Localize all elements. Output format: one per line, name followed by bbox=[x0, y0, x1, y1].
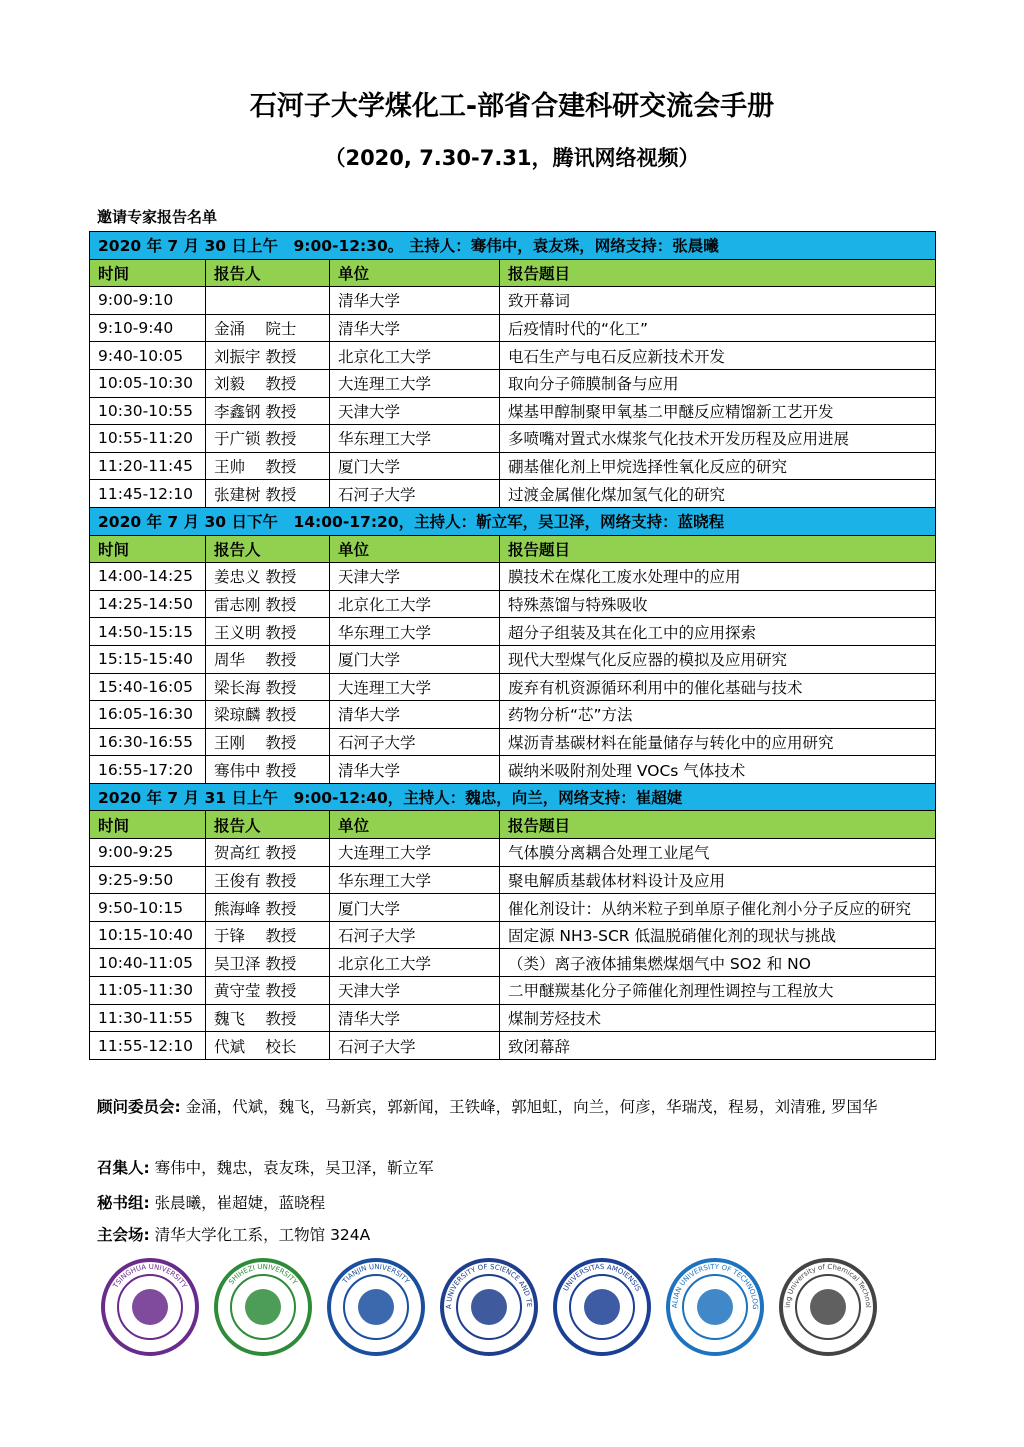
speaker-cell: 王俊有 教授 bbox=[206, 866, 330, 894]
table-row bbox=[90, 563, 936, 591]
column-header: 报告题目 bbox=[500, 811, 936, 839]
svg-text:TSINGHUA UNIVERSITY: TSINGHUA UNIVERSITY bbox=[111, 1262, 189, 1290]
column-header: 报告人 bbox=[206, 259, 330, 287]
time-cell: 10:15-10:40 bbox=[90, 921, 206, 949]
time-cell: 9:25-9:50 bbox=[90, 866, 206, 894]
column-header-row bbox=[90, 535, 936, 563]
time-cell: 10:55-11:20 bbox=[90, 425, 206, 453]
speaker-cell: 张建树 教授 bbox=[206, 480, 330, 508]
table-row bbox=[90, 452, 936, 480]
topic-cell: 特殊蒸馏与特殊吸收 bbox=[500, 590, 936, 618]
speaker-cell: 梁琼麟 教授 bbox=[206, 701, 330, 729]
venue-label: 主会场: bbox=[97, 1226, 150, 1244]
time-cell: 15:40-16:05 bbox=[90, 673, 206, 701]
affiliation-cell: 华东理工大学 bbox=[330, 425, 500, 453]
session-row bbox=[90, 507, 936, 535]
speaker-cell: 梁长海 教授 bbox=[206, 673, 330, 701]
table-row bbox=[90, 618, 936, 646]
table-row bbox=[90, 977, 936, 1005]
speaker-cell: 王帅 教授 bbox=[206, 452, 330, 480]
advisors-names: 金涌，代斌，魏飞，马新宾，郭新闻，王铁峰，郭旭虹，向兰，何彦，华瑞茂，程易，刘清雅, 罗国华 bbox=[185, 1098, 878, 1116]
table-row bbox=[90, 425, 936, 453]
table-row bbox=[90, 645, 936, 673]
speaker-cell: 姜忠义 教授 bbox=[206, 563, 330, 591]
column-header: 时间 bbox=[90, 535, 206, 563]
svg-text:Beijing University of Chemical: ing University of Chemical Technol bbox=[783, 1262, 873, 1308]
speaker-cell: 于广锁 教授 bbox=[206, 425, 330, 453]
time-cell: 11:05-11:30 bbox=[90, 977, 206, 1005]
topic-cell: 取向分子筛膜制备与应用 bbox=[500, 369, 936, 397]
table-row bbox=[90, 701, 936, 729]
table-row bbox=[90, 673, 936, 701]
advisors-label: 顾问委员会: bbox=[97, 1098, 181, 1116]
column-header: 单位 bbox=[330, 811, 500, 839]
speaker-cell: 贺高红 教授 bbox=[206, 839, 330, 867]
column-header: 单位 bbox=[330, 535, 500, 563]
table-row bbox=[90, 314, 936, 342]
secretariat-line bbox=[97, 1189, 937, 1218]
speaker-cell: 魏飞 教授 bbox=[206, 1004, 330, 1032]
speaker-cell bbox=[206, 287, 330, 315]
affiliation-cell: 厦门大学 bbox=[330, 894, 500, 922]
topic-cell: 致开幕词 bbox=[500, 287, 936, 315]
time-cell: 14:25-14:50 bbox=[90, 590, 206, 618]
time-cell: 16:30-16:55 bbox=[90, 728, 206, 756]
column-header: 时间 bbox=[90, 259, 206, 287]
topic-cell: 固定源 NH3-SCR 低温脱硝催化剂的现状与挑战 bbox=[500, 921, 936, 949]
table-row bbox=[90, 728, 936, 756]
table-row bbox=[90, 480, 936, 508]
session-title: 2020 年 7 月 30 日下午 14:00-17:20，主持人：靳立军，吴卫泽，网络支持：蓝晓程 bbox=[90, 507, 936, 535]
table-row bbox=[90, 590, 936, 618]
dalian-seal-icon bbox=[665, 1252, 765, 1362]
time-cell: 11:55-12:10 bbox=[90, 1032, 206, 1060]
advisors-line bbox=[97, 1093, 937, 1122]
speaker-cell: 黄守莹 教授 bbox=[206, 977, 330, 1005]
page-title: 石河子大学煤化工-部省合建科研交流会手册 bbox=[249, 91, 775, 122]
session-row bbox=[90, 232, 936, 260]
speaker-cell: 王刚 教授 bbox=[206, 728, 330, 756]
session-row bbox=[90, 783, 936, 811]
affiliation-cell: 清华大学 bbox=[330, 701, 500, 729]
speaker-cell: 熊海峰 教授 bbox=[206, 894, 330, 922]
affiliation-cell: 华东理工大学 bbox=[330, 618, 500, 646]
ecust-seal-icon bbox=[439, 1252, 539, 1362]
topic-cell: 过渡金属催化煤加氢气化的研究 bbox=[500, 480, 936, 508]
table-row bbox=[90, 1032, 936, 1060]
secretariat-label: 秘书组: bbox=[97, 1194, 150, 1212]
speaker-cell: 雷志刚 教授 bbox=[206, 590, 330, 618]
table-row bbox=[90, 397, 936, 425]
topic-cell: 煤沥青基碳材料在能量储存与转化中的应用研究 bbox=[500, 728, 936, 756]
secretariat-names: 张晨曦，崔超婕，蓝晓程 bbox=[154, 1194, 326, 1212]
affiliation-cell: 石河子大学 bbox=[330, 480, 500, 508]
topic-cell: 电石生产与电石反应新技术开发 bbox=[500, 342, 936, 370]
time-cell: 11:20-11:45 bbox=[90, 452, 206, 480]
affiliation-cell: 大连理工大学 bbox=[330, 369, 500, 397]
affiliation-cell: 厦门大学 bbox=[330, 452, 500, 480]
speaker-cell: 刘振宇 教授 bbox=[206, 342, 330, 370]
svg-text:DALIAN UNIVERSITY OF TECHNOLOG: ALIAN UNIVERSITY OF TECHNOLOG bbox=[670, 1262, 760, 1310]
topic-cell: 现代大型煤气化反应器的模拟及应用研究 bbox=[500, 645, 936, 673]
time-cell: 16:55-17:20 bbox=[90, 756, 206, 784]
column-header: 单位 bbox=[330, 259, 500, 287]
speaker-cell: 刘毅 教授 bbox=[206, 369, 330, 397]
speaker-cell: 骞伟中 教授 bbox=[206, 756, 330, 784]
topic-cell: 催化剂设计：从纳米粒子到单原子催化剂小分子反应的研究 bbox=[500, 894, 936, 922]
topic-cell: 超分子组装及其在化工中的应用探索 bbox=[500, 618, 936, 646]
svg-text:EAST CHINA UNIVERSITY OF SCIEN: A UNIVERSITY OF SCIENCE AND TE bbox=[444, 1262, 534, 1310]
affiliation-cell: 石河子大学 bbox=[330, 728, 500, 756]
affiliation-cell: 北京化工大学 bbox=[330, 590, 500, 618]
table-row bbox=[90, 369, 936, 397]
time-cell: 10:40-11:05 bbox=[90, 949, 206, 977]
affiliation-cell: 北京化工大学 bbox=[330, 342, 500, 370]
speaker-cell: 代斌 校长 bbox=[206, 1032, 330, 1060]
speaker-cell: 于锋 教授 bbox=[206, 921, 330, 949]
topic-cell: 气体膜分离耦合处理工业尾气 bbox=[500, 839, 936, 867]
column-header-row bbox=[90, 811, 936, 839]
speaker-cell: 吴卫泽 教授 bbox=[206, 949, 330, 977]
time-cell: 10:05-10:30 bbox=[90, 369, 206, 397]
column-header: 报告题目 bbox=[500, 259, 936, 287]
svg-text:TIANJIN UNIVERSITY: TIANJIN UNIVERSITY bbox=[341, 1262, 411, 1286]
venue-text: 清华大学化工系，工物馆 324A bbox=[154, 1226, 371, 1244]
time-cell: 14:50-15:15 bbox=[90, 618, 206, 646]
table-row bbox=[90, 921, 936, 949]
affiliation-cell: 清华大学 bbox=[330, 287, 500, 315]
topic-cell: 致闭幕辞 bbox=[500, 1032, 936, 1060]
university-logos bbox=[100, 1252, 900, 1362]
affiliation-cell: 石河子大学 bbox=[330, 1032, 500, 1060]
table-row bbox=[90, 1004, 936, 1032]
shihezi-seal-icon bbox=[213, 1252, 313, 1362]
time-cell: 9:10-9:40 bbox=[90, 314, 206, 342]
column-header: 时间 bbox=[90, 811, 206, 839]
venue-line bbox=[97, 1221, 937, 1250]
schedule-table bbox=[89, 231, 936, 1060]
buct-seal-icon bbox=[778, 1252, 878, 1362]
table-row bbox=[90, 287, 936, 315]
time-cell: 16:05-16:30 bbox=[90, 701, 206, 729]
svg-text:SHIHEZI UNIVERSITY: SHIHEZI UNIVERSITY bbox=[227, 1262, 299, 1287]
topic-cell: 多喷嘴对置式水煤浆气化技术开发历程及应用进展 bbox=[500, 425, 936, 453]
topic-cell: 煤制芳烃技术 bbox=[500, 1004, 936, 1032]
table-row bbox=[90, 756, 936, 784]
tianjin-seal-icon bbox=[326, 1252, 426, 1362]
speaker-cell: 王义明 教授 bbox=[206, 618, 330, 646]
speaker-cell: 金涌 院士 bbox=[206, 314, 330, 342]
time-cell: 9:50-10:15 bbox=[90, 894, 206, 922]
affiliation-cell: 天津大学 bbox=[330, 977, 500, 1005]
column-header-row bbox=[90, 259, 936, 287]
affiliation-cell: 石河子大学 bbox=[330, 921, 500, 949]
tsinghua-seal-icon bbox=[100, 1252, 200, 1362]
table-row bbox=[90, 866, 936, 894]
svg-text:UNIVERSITAS AMOIENSIS: UNIVERSITAS AMOIENSIS bbox=[561, 1262, 643, 1293]
schedule-body bbox=[90, 232, 936, 1060]
affiliation-cell: 北京化工大学 bbox=[330, 949, 500, 977]
affiliation-cell: 清华大学 bbox=[330, 1004, 500, 1032]
time-cell: 9:40-10:05 bbox=[90, 342, 206, 370]
affiliation-cell: 大连理工大学 bbox=[330, 839, 500, 867]
column-header: 报告题目 bbox=[500, 535, 936, 563]
page-subtitle: （2020, 7.30-7.31，腾讯网络视频） bbox=[324, 146, 700, 170]
affiliation-cell: 清华大学 bbox=[330, 314, 500, 342]
topic-cell: 后疫情时代的“化工” bbox=[500, 314, 936, 342]
affiliation-cell: 华东理工大学 bbox=[330, 866, 500, 894]
time-cell: 15:15-15:40 bbox=[90, 645, 206, 673]
column-header: 报告人 bbox=[206, 535, 330, 563]
topic-cell: 废弃有机资源循环利用中的催化基础与技术 bbox=[500, 673, 936, 701]
session-title: 2020 年 7 月 31 日上午 9:00-12:40，主持人：魏忠，向兰，网络支持：崔超婕 bbox=[90, 783, 936, 811]
list-title: 邀请专家报告名单 bbox=[97, 208, 218, 226]
topic-cell: 二甲醚羰基化分子筛催化剂理性调控与工程放大 bbox=[500, 977, 936, 1005]
table-row bbox=[90, 949, 936, 977]
affiliation-cell: 清华大学 bbox=[330, 756, 500, 784]
topic-cell: 硼基催化剂上甲烷选择性氧化反应的研究 bbox=[500, 452, 936, 480]
topic-cell: 药物分析“芯”方法 bbox=[500, 701, 936, 729]
topic-cell: （类）离子液体捕集燃煤烟气中 SO2 和 NO bbox=[500, 949, 936, 977]
topic-cell: 碳纳米吸附剂处理 VOCs 气体技术 bbox=[500, 756, 936, 784]
table-row bbox=[90, 342, 936, 370]
time-cell: 11:30-11:55 bbox=[90, 1004, 206, 1032]
affiliation-cell: 天津大学 bbox=[330, 563, 500, 591]
conveners-names: 骞伟中，魏忠，袁友珠，吴卫泽，靳立军 bbox=[154, 1159, 434, 1177]
xiamen-seal-icon bbox=[552, 1252, 652, 1362]
time-cell: 10:30-10:55 bbox=[90, 397, 206, 425]
conveners-line bbox=[97, 1154, 937, 1183]
time-cell: 9:00-9:10 bbox=[90, 287, 206, 315]
affiliation-cell: 天津大学 bbox=[330, 397, 500, 425]
session-title: 2020 年 7 月 30 日上午 9:00-12:30。 主持人：骞伟中，袁友珠，网络支持：张晨曦 bbox=[90, 232, 936, 260]
time-cell: 11:45-12:10 bbox=[90, 480, 206, 508]
topic-cell: 聚电解质基载体材料设计及应用 bbox=[500, 866, 936, 894]
time-cell: 14:00-14:25 bbox=[90, 563, 206, 591]
affiliation-cell: 大连理工大学 bbox=[330, 673, 500, 701]
column-header: 报告人 bbox=[206, 811, 330, 839]
topic-cell: 膜技术在煤化工废水处理中的应用 bbox=[500, 563, 936, 591]
table-row bbox=[90, 839, 936, 867]
speaker-cell: 周华 教授 bbox=[206, 645, 330, 673]
speaker-cell: 李鑫钢 教授 bbox=[206, 397, 330, 425]
table-row bbox=[90, 894, 936, 922]
time-cell: 9:00-9:25 bbox=[90, 839, 206, 867]
topic-cell: 煤基甲醇制聚甲氧基二甲醚反应精馏新工艺开发 bbox=[500, 397, 936, 425]
affiliation-cell: 厦门大学 bbox=[330, 645, 500, 673]
conveners-label: 召集人: bbox=[97, 1159, 150, 1177]
